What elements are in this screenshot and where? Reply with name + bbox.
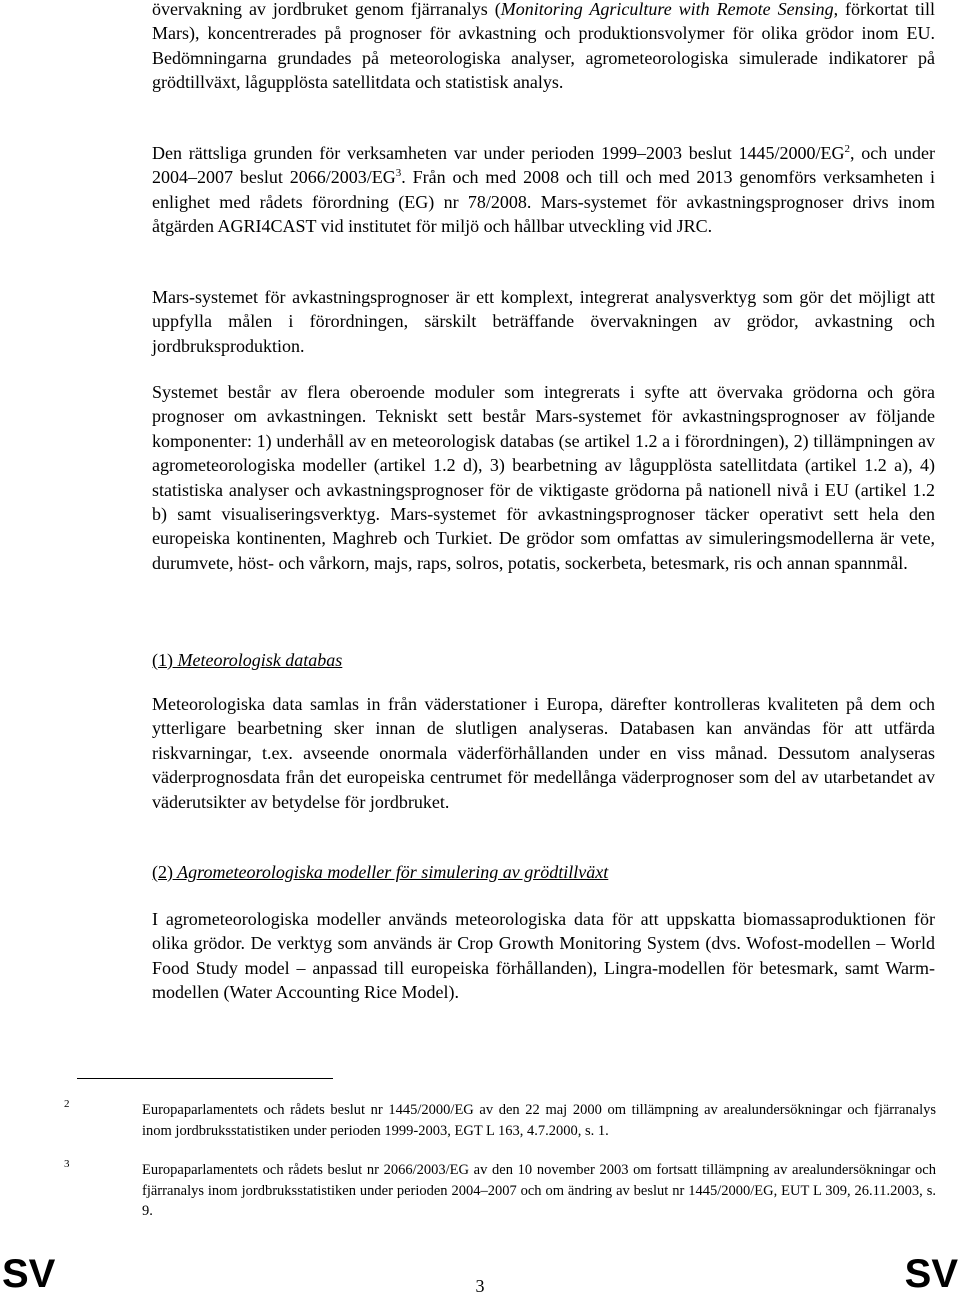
footnote-number: 3 (64, 1158, 70, 1170)
page-number: 3 (475, 1276, 485, 1296)
section-heading-1 (152, 648, 342, 672)
heading-number: (2) (152, 862, 173, 882)
paragraph-agromet-models: I agrometeorologiska modeller används meteorologiska data för att uppskatta biomassaproduktionen för olika grödor. De verktyg som används är Crop Growth Monitoring System (dvs. Wofost-modellen – World Food Study model – anpassad till europeiska förhållanden), Lingra-modellen för betesmark, samt Warm-modellen (Water Accounting Rice Model). (152, 909, 935, 1003)
paragraph-text: , förkortat till Mars), koncentrerades på prognoser för avkastning och produktionsvolymer för olika grödor inom EU. Bedömningarna grundades på meteorologiska analyser, agrometeorologiska simulerade indikatorer på grödtillväxt, låguppl​östa satellitdata och statistisk analys. (152, 0, 935, 93)
footnote-text: Europaparlamentets och rådets beslut nr 2066/2003/EG av den 10 november 2003 om fortsatt tillämpning av arealundersökningar och fjärranalys inom jordbruksstatistiken under perioden 2004–2007 och om ändring av beslut nr 1445/2000/EG, EUT L 309, 26.11.2003, s. 9. (142, 1162, 936, 1219)
footnote-2 (64, 1100, 936, 1141)
footer-language-code-left: SV (2, 1252, 56, 1296)
footnote-ref[interactable]: 2 (844, 143, 850, 155)
paragraph-italic-text: Monitoring Agriculture with Remote Sensing (500, 0, 834, 19)
footnote-number: 2 (64, 1098, 70, 1110)
footnote-3 (64, 1160, 936, 1222)
paragraph-meteorological-database: Meteorologiska data samlas in från väderstationer i Europa, därefter kontrolleras kvaliteten på dem och ytterligare bearbetning sker innan de slutligen analyseras. Databasen kan användas för att utfärda riskvarningar, t.ex. avseende onormala väderförhållanden under en viss månad. Dessutom analyseras väderprognosdata från det europeiska centrumet för medellånga väderprognoser som del av utarbetandet av väderutsikter av betydelse för jordbruket. (152, 694, 935, 812)
footnote-separator (77, 1078, 333, 1079)
footnote-ref[interactable]: 3 (395, 167, 402, 180)
paragraph-text: Den rättsliga grunden för verksamheten var under perioden 1999–2003 beslut 1445/2000/EG (152, 143, 845, 163)
paragraph-system-components: Systemet består av flera oberoende moduler som integrerats i syfte att övervaka grödorna och göra prognoser om avkastningen. Tekniskt sett består Mars-systemet för avkastningsprognoser av följande komponenter: 1) underhåll av en meteorologisk databas (se artikel 1.2 a i förordningen), 2) tillämpningen av agrometeorologiska modeller (artikel 1.2 d), 3) bearbetning av lågupplösta satellitdata (artikel 1.2 a), 4) statistiska analyser och avkastningsprognoser för de viktigaste grödorna på nationell nivå i EU (artikel 1.2 b) samt visualiseringsverktyg. Mars-systemet för avkastningsprognoser täcker operativt sett hela den europeiska kontinenten, Maghreb och Turkiet. De grödor som omfattas av simuleringsmodellerna är vete, durumvete, höst- och vårkorn, majs, raps, solros, potatis, sockerbeta, betesmark, ris och annan spannmål. (152, 382, 935, 573)
paragraph-text: . Från och med 2008 och till och med 2013 genomförs verksamheten i enlighet med rådets förordning (EG) nr 78/2008. Mars-systemet för avkastningsprognoser drivs inom åtgärden AGRI4CAST vid institutet för miljö och hållbar utveckling vid JRC. (152, 167, 936, 237)
paragraph-text: övervakning av jordbruket genom fjärranalys ( (152, 0, 501, 19)
footer-language-code-right: SV (904, 1252, 958, 1296)
heading-text: Meteorologisk databas (173, 650, 343, 670)
section-heading-2 (152, 860, 608, 884)
footnote-text: Europaparlamentets och rådets beslut nr 1445/2000/EG av den 22 maj 2000 om tillämpning av arealundersökningar och fjärranalys inom jordbruksstatistiken under perioden 1999-2003, EGT L 163, 4.7.2000, s. 1. (142, 1102, 936, 1139)
heading-number: (1) (152, 650, 173, 670)
heading-text: Agrometeorologiska modeller för simulering av grödtillväxt (173, 862, 609, 882)
paragraph-legal-basis (152, 141, 935, 239)
paragraph-text: , och under 2004–2007 beslut 2066/2003/EG (152, 143, 935, 188)
paragraph-mars-intro (152, 0, 935, 95)
paragraph-system-overview: Mars-systemet för avkastningsprognoser är ett komplext, integrerat analysverktyg som gör det möjligt att uppfylla målen i förordningen, särskilt beträffande övervakningen av grödor, avkastning och jordbruksproduktion. (152, 287, 935, 356)
